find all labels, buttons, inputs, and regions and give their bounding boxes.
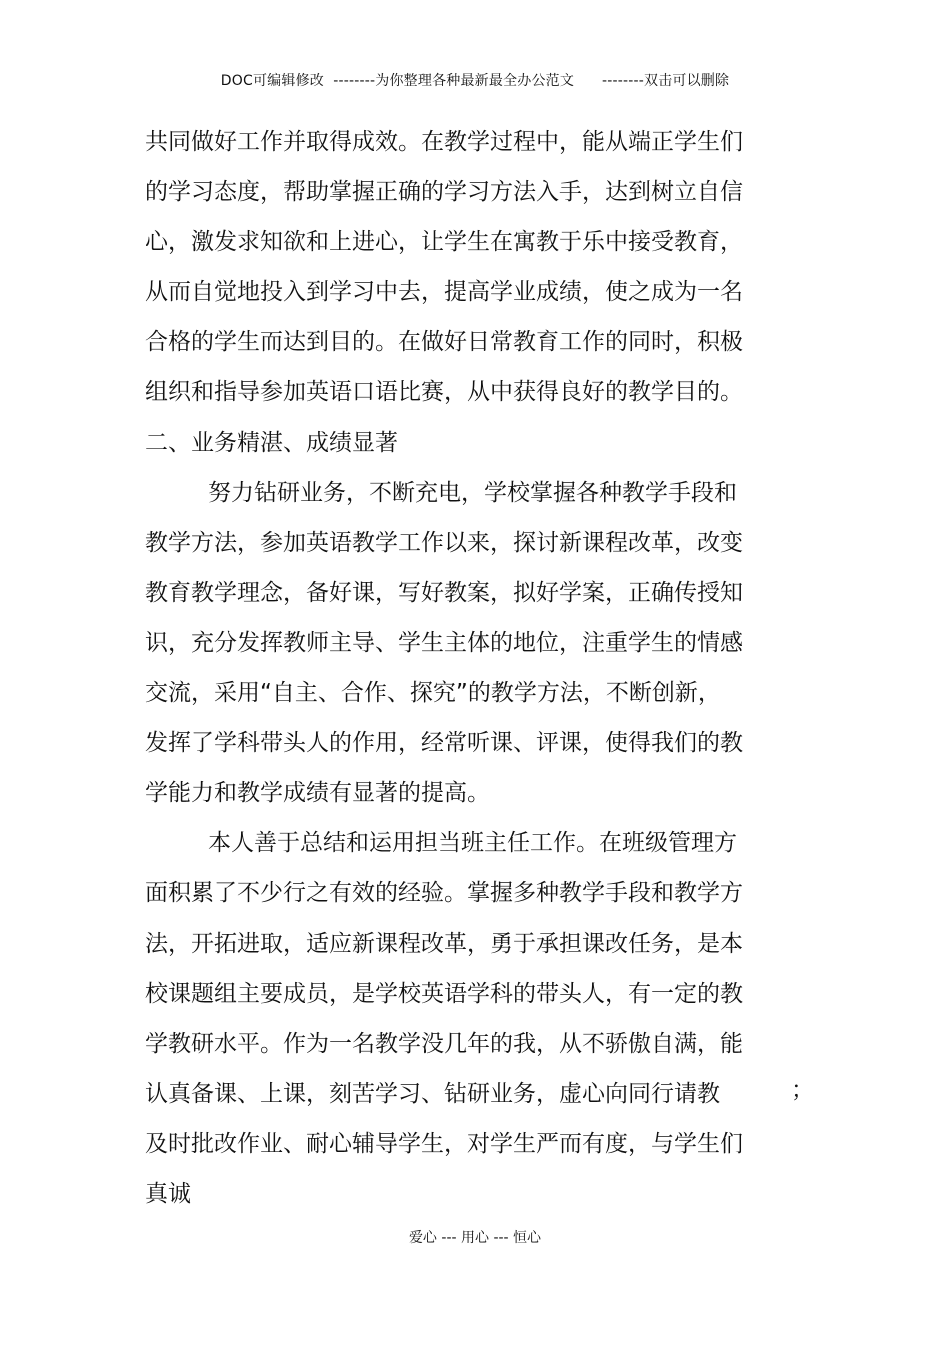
body-line: 努力钻研业务，不断充电，学校掌握各种教学手段和 <box>208 479 737 506</box>
body-line: 识，充分发挥教师主导、学生主体的地位，注重学生的情感 <box>145 629 743 656</box>
body-line: 发挥了学科带头人的作用，经常听课、评课，使得我们的教 <box>145 730 743 757</box>
body-line: 校课题组主要成员，是学校英语学科的带头人，有一定的教 <box>145 980 743 1007</box>
body-line: 教育教学理念，备好课，写好教案，拟好学案，正确传授知 <box>145 579 743 606</box>
body-line: 面积累了不少行之有效的经验。掌握多种教学手段和教学方 <box>145 880 743 907</box>
page-header: DOC可编辑修改 --------为你整理各种最新最全办公范文 --------双击可以删除 <box>220 73 730 89</box>
trailing-semicolon: ； <box>791 1077 814 1103</box>
body-line: 组织和指导参加英语口语比赛，从中获得良好的教学目的。 <box>145 379 743 406</box>
body-line: 及时批改作业、耐心辅导学生，对学生严而有度，与学生们 <box>145 1130 743 1157</box>
body-line: 从而自觉地投入到学习中去，提高学业成绩，使之成为一名 <box>145 279 743 306</box>
body-line: 教学方法，参加英语教学工作以来，探讨新课程改革，改变 <box>145 529 743 556</box>
body-line: 学能力和教学成绩有显著的提高。 <box>145 780 490 807</box>
body-line: 认真备课、上课，刻苦学习、钻研业务，虚心向同行请教 <box>145 1080 720 1107</box>
body-line: 交流，采用“自主、合作、探究”的教学方法，不断创新， <box>145 680 721 707</box>
body-line: 共同做好工作并取得成效。在教学过程中，能从端正学生们 <box>145 129 743 155</box>
body-line: 真诚 <box>145 1180 191 1207</box>
body-line: 心，激发求知欲和上进心，让学生在寓教于乐中接受教育， <box>145 229 743 256</box>
document-body <box>145 122 745 1224</box>
body-line: 的学习态度，帮助掌握正确的学习方法入手，达到树立自信 <box>145 179 743 206</box>
body-line: 学教研水平。作为一名教学没几年的我，从不骄傲自满，能 <box>145 1030 743 1057</box>
body-line: 合格的学生而达到目的。在做好日常教育工作的同时，积极 <box>145 329 743 356</box>
page-footer: 爱心 --- 用心 --- 恒心 <box>408 1230 542 1246</box>
body-line: 本人善于总结和运用担当班主任工作。在班级管理方 <box>208 830 737 857</box>
body-line: 法，开拓进取，适应新课程改革，勇于承担课改任务，是本 <box>145 930 743 957</box>
section-heading: 二、业务精湛、成绩显著 <box>145 429 398 456</box>
